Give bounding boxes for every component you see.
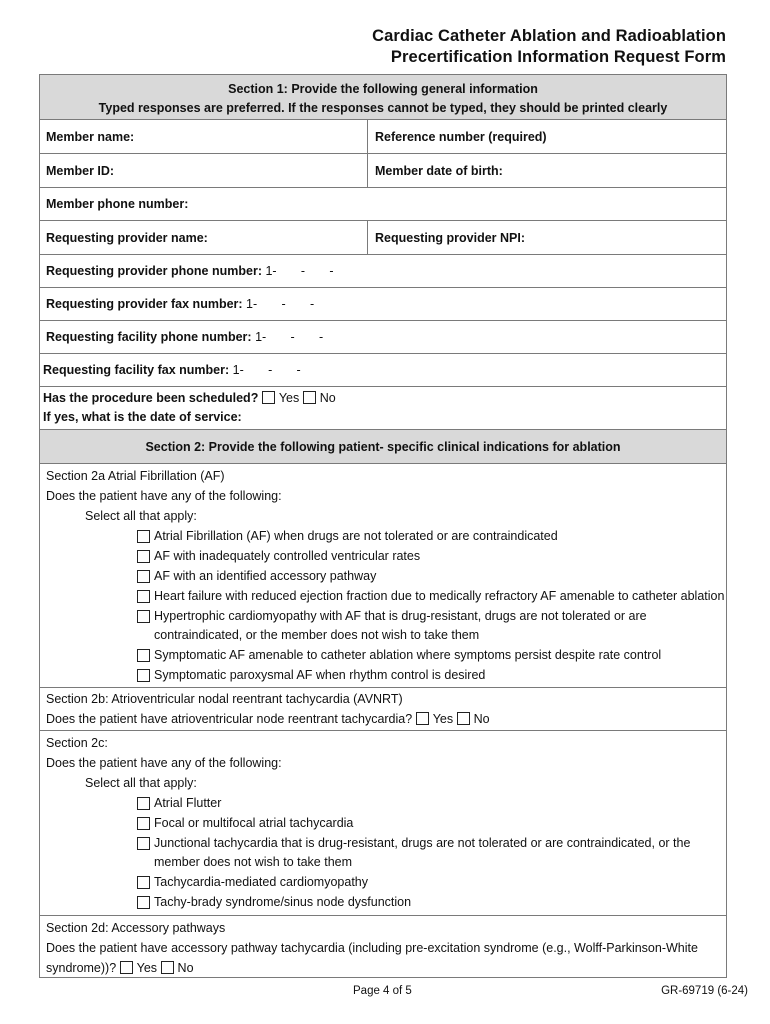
af-option-7 (46, 665, 726, 685)
form-frame (39, 74, 727, 978)
scheduled-yes-label: Yes (278, 391, 300, 405)
section2a (40, 463, 726, 687)
s2c-option-1 (46, 793, 726, 813)
section2-header (40, 429, 726, 463)
section1-header (40, 75, 726, 119)
facility-phone-row (40, 320, 726, 353)
avnrt-yes-checkbox[interactable] (416, 712, 429, 725)
member-name-field[interactable]: Member name: (46, 129, 135, 144)
af-option-3-label: AF with an identified accessory pathway (154, 569, 377, 583)
af-option-1-checkbox[interactable] (137, 530, 150, 543)
member-dob-field[interactable]: Member date of birth: (375, 163, 503, 178)
facility-phone-label: Requesting facility phone number: (46, 330, 252, 344)
af-option-3-checkbox[interactable] (137, 570, 150, 583)
s2c-option-4-label: Tachycardia-mediated cardiomyopathy (154, 875, 368, 889)
af-option-4 (46, 586, 726, 606)
s2c-option-5-label: Tachy-brady syndrome/sinus node dysfunction (154, 895, 412, 909)
scheduled-question: Has the procedure been scheduled? (43, 391, 259, 405)
af-option-5-checkbox[interactable] (137, 610, 150, 623)
af-option-2 (46, 546, 726, 566)
section2a-question: Does the patient have any of the following: (46, 489, 282, 503)
facility-fax-label: Requesting facility fax number: (43, 363, 230, 377)
s2c-option-2-checkbox[interactable] (137, 817, 150, 830)
s2c-option-4-checkbox[interactable] (137, 876, 150, 889)
af-option-4-checkbox[interactable] (137, 590, 150, 603)
s2c-option-3-label-line2: member does not wish to take them (154, 855, 353, 869)
date-of-service-field[interactable]: If yes, what is the date of service: (43, 410, 242, 424)
page-number: Page 4 of 5 (353, 985, 412, 997)
scheduled-no-label: No (319, 391, 336, 405)
af-option-5-label: Hypertrophic cardiomyopathy with AF that is drug-resistant, drugs are not tolerated or are (154, 609, 647, 623)
avnrt-yes-label: Yes (432, 712, 454, 726)
section2-header-text: Section 2: Provide the following patient- specific clinical indications for ablation (145, 439, 621, 454)
s2c-option-3-label: Junctional tachycardia that is drug-resistant, drugs are not tolerated or are contraindicated, or the (154, 836, 691, 850)
s2c-option-4 (46, 872, 726, 892)
facility-fax-value: 1- - - (232, 363, 301, 377)
s2c-option-3 (46, 833, 726, 872)
s2c-option-3-checkbox[interactable] (137, 837, 150, 850)
accessory-yes-checkbox[interactable] (120, 961, 133, 974)
facility-fax-field[interactable] (43, 363, 301, 377)
provider-name-field[interactable]: Requesting provider name: (46, 230, 208, 245)
af-option-7-checkbox[interactable] (137, 669, 150, 682)
af-option-1 (46, 526, 726, 546)
af-option-5 (46, 606, 726, 645)
section2b-question: Does the patient have atrioventricular node reentrant tachycardia? (46, 712, 413, 726)
avnrt-no-checkbox[interactable] (457, 712, 470, 725)
scheduled-row (40, 386, 726, 429)
s2c-option-5 (46, 892, 726, 912)
section2c-question: Does the patient have any of the following: (46, 756, 282, 770)
s2c-option-1-label: Atrial Flutter (154, 796, 222, 810)
section2a-title: Section 2a Atrial Fibrillation (AF) (46, 469, 225, 483)
accessory-yes-label: Yes (136, 961, 158, 975)
provider-fax-value: 1- - - (246, 297, 315, 311)
section2a-select-all: Select all that apply: (85, 509, 197, 523)
avnrt-no-label: No (473, 712, 490, 726)
provider-phone-row (40, 254, 726, 287)
af-option-6 (46, 645, 726, 665)
provider-phone-label: Requesting provider phone number: (46, 264, 262, 278)
form-id: GR-69719 (6-24) (661, 985, 748, 997)
section2b (40, 687, 726, 730)
section2d-title: Section 2d: Accessory pathways (46, 921, 226, 935)
af-option-5-label-line2: contraindicated, or the member does not wish to take them (154, 628, 480, 642)
af-option-6-checkbox[interactable] (137, 649, 150, 662)
af-option-1-label: Atrial Fibrillation (AF) when drugs are not tolerated or are contraindicated (154, 529, 558, 543)
section2d-question-line2: syndrome))? (46, 961, 117, 975)
af-option-2-checkbox[interactable] (137, 550, 150, 563)
member-id-field[interactable]: Member ID: (46, 163, 115, 178)
section1-header-line1: Section 1: Provide the following general information (228, 82, 538, 96)
facility-phone-field[interactable] (46, 330, 323, 344)
scheduled-yes-checkbox[interactable] (262, 391, 275, 404)
facility-fax-row (40, 353, 726, 386)
scheduled-no-checkbox[interactable] (303, 391, 316, 404)
section2d (40, 915, 726, 977)
member-phone-row (40, 187, 726, 220)
s2c-option-2-label: Focal or multifocal atrial tachycardia (154, 816, 354, 830)
section2b-title: Section 2b: Atrioventricular nodal reentrant tachycardia (AVNRT) (46, 692, 403, 706)
provider-name-row (40, 220, 726, 254)
af-option-7-label: Symptomatic paroxysmal AF when rhythm control is desired (154, 668, 486, 682)
member-id-row (40, 153, 726, 187)
section1-header-line2: Typed responses are preferred. If the responses cannot be typed, they should be printed clearly (98, 101, 668, 115)
section2d-question-line1: Does the patient have accessory pathway tachycardia (including pre-excitation syndrome (e.g., Wolff-Parkinson-White (46, 941, 698, 955)
section2c (40, 730, 726, 915)
section2c-select-all: Select all that apply: (85, 776, 197, 790)
form-title-line2: Precertification Information Request Form (390, 48, 726, 66)
provider-npi-field[interactable]: Requesting provider NPI: (375, 230, 526, 245)
member-phone-field[interactable]: Member phone number: (46, 197, 189, 211)
s2c-option-5-checkbox[interactable] (137, 896, 150, 909)
facility-phone-value: 1- - - (255, 330, 324, 344)
s2c-option-2 (46, 813, 726, 833)
af-option-4-label: Heart failure with reduced ejection fraction due to medically refractory AF amenable to catheter ablation (154, 589, 725, 603)
provider-phone-value: 1- - - (265, 264, 334, 278)
provider-phone-field[interactable] (46, 264, 334, 278)
form-title-line1: Cardiac Catheter Ablation and Radioablation (372, 27, 726, 45)
provider-fax-label: Requesting provider fax number: (46, 297, 243, 311)
af-option-2-label: AF with inadequately controlled ventricular rates (154, 549, 421, 563)
form-title (372, 26, 726, 68)
af-option-3 (46, 566, 726, 586)
provider-fax-field[interactable] (46, 297, 314, 311)
accessory-no-label: No (177, 961, 194, 975)
reference-number-field[interactable]: Reference number (required) (375, 129, 547, 144)
accessory-no-checkbox[interactable] (161, 961, 174, 974)
af-option-6-label: Symptomatic AF amenable to catheter ablation where symptoms persist despite rate control (154, 648, 662, 662)
member-name-row (40, 119, 726, 153)
provider-fax-row (40, 287, 726, 320)
section2c-title: Section 2c: (46, 736, 108, 750)
s2c-option-1-checkbox[interactable] (137, 797, 150, 810)
